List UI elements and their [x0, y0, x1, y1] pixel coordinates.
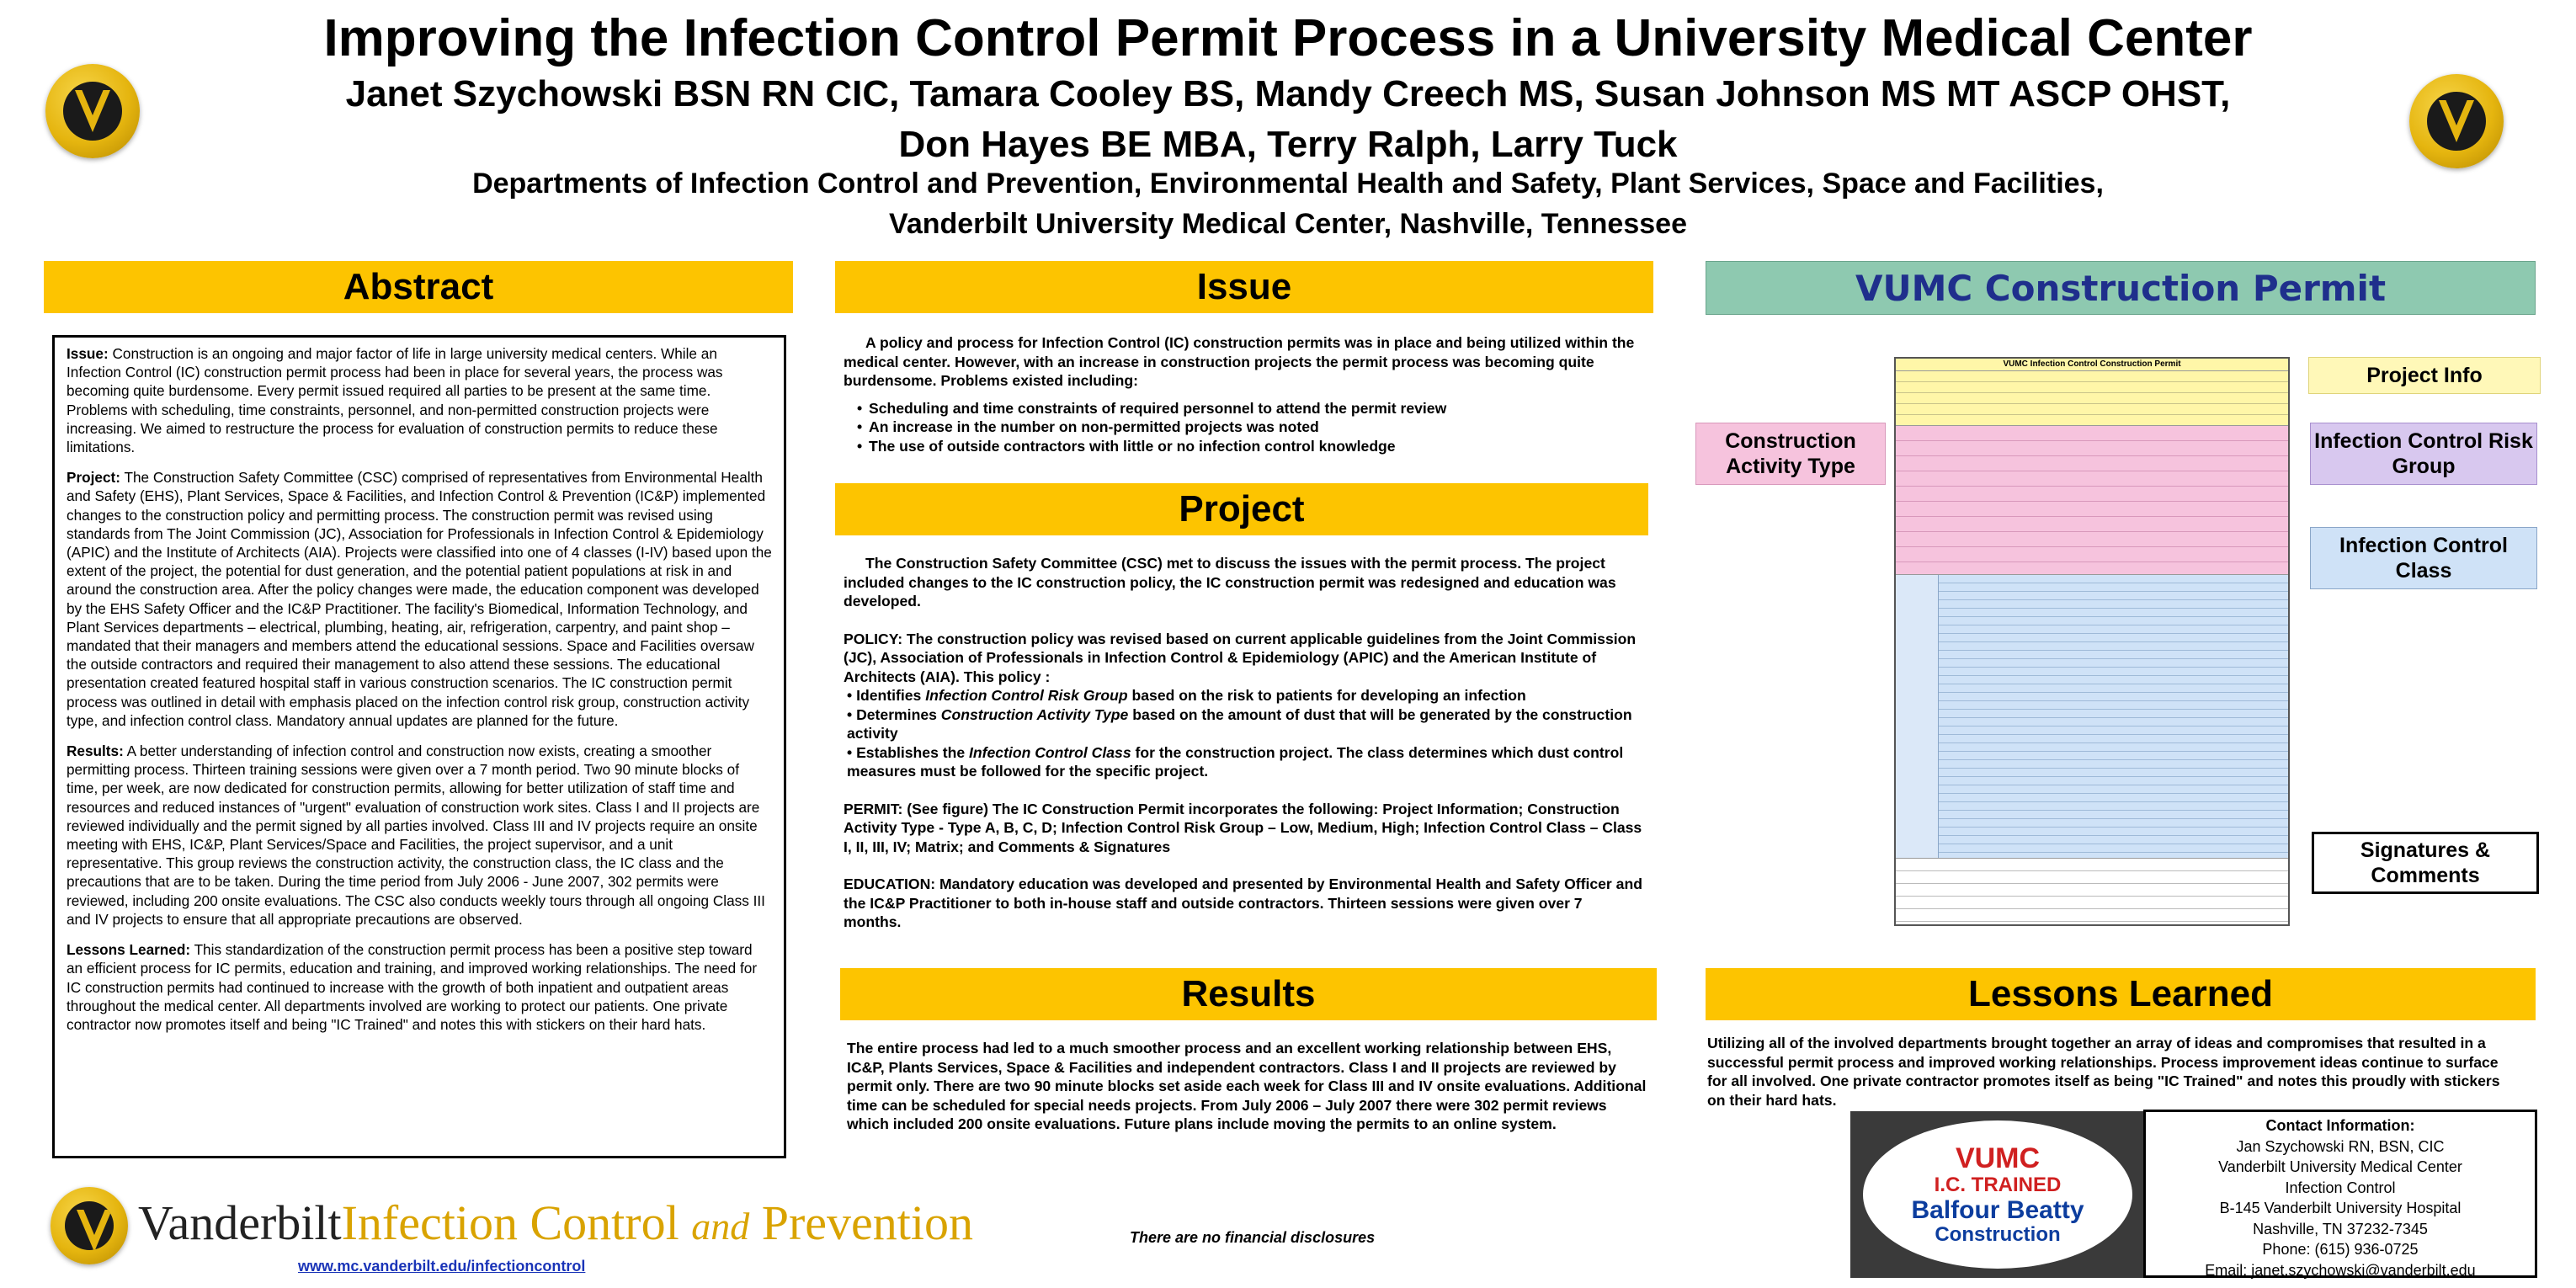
authors [0, 69, 2576, 170]
sticker-line-3: Balfour Beatty [1911, 1196, 2084, 1224]
abstract-lessons [67, 940, 772, 1034]
contact-line: Infection Control [2285, 1179, 2396, 1196]
abstract-issue-label: Issue: [67, 345, 109, 362]
permit-form-image [1894, 357, 2290, 926]
abstract-results-label: Results: [67, 742, 124, 760]
abstract-results [67, 742, 772, 929]
vanderbilt-logo-footer-icon [51, 1187, 128, 1264]
project-intro: The Construction Safety Committee (CSC) met to discuss the issues with the permit process. The project included changes to the IC construction policy, the IC construction permit was redesigned and education was developed. [844, 555, 1616, 609]
permit-form-title: VUMC Infection Control Construction Permit [1896, 359, 2288, 371]
contact-line: Phone: (615) 936-0725 [2262, 1241, 2419, 1258]
departments [0, 163, 2576, 244]
project-heading: Project [835, 483, 1648, 535]
permit-heading: VUMC Construction Permit [1706, 261, 2536, 315]
risk-group-term: Infection Control Risk Group [925, 687, 1128, 704]
issue-intro: A policy and process for Infection Control (IC) construction permits was in place and being utilized within the medical center. However, with an increase in construction projects the permit process was becoming quite burdensome. Problems existed including: [844, 334, 1635, 389]
ic-trained-sticker-photo [1850, 1111, 2145, 1278]
abstract-project [67, 468, 772, 730]
issue-bullet: • Scheduling and time constraints of required personnel to attend the permit review [857, 399, 1643, 418]
contact-line: B-145 Vanderbilt University Hospital [2219, 1200, 2462, 1216]
ic-class-term: Infection Control Class [969, 743, 1131, 761]
wordmark-vanderbilt: Vanderbilt [138, 1195, 342, 1250]
lessons-heading: Lessons Learned [1706, 968, 2536, 1020]
permit-form-activity-risk [1896, 426, 2288, 575]
sticker-line-1: VUMC [1955, 1142, 2041, 1174]
permit-form-signatures [1896, 859, 2288, 926]
financial-disclosure: There are no financial disclosures [1130, 1229, 1376, 1246]
issue-bullet: • An increase in the number on non-permitted projects was noted [857, 418, 1643, 437]
project-policy-bullet: • Establishes the Infection Control Class for the construction project. The class determines which dust control measures must be followed for the specific project. [847, 743, 1624, 780]
label-project-info: Project Info [2308, 357, 2541, 394]
results-heading: Results [840, 968, 1657, 1020]
website-link[interactable]: www.mc.vanderbilt.edu/infectioncontrol [298, 1258, 586, 1275]
issue-heading: Issue [835, 261, 1653, 313]
abstract-project-text: The Construction Safety Committee (CSC) comprised of representatives from Environmental Health and Safety (EHS), Plant Services, Space & Facilities, and Infection Control & Prevention (IC&P) implemented changes to the construction policy and permitting process. The construction permit was revised using standards from The Joint Commission (JC), Association for Professionals in Infection Control & Epidemiology (APIC) and the Institute of Architects (AIA). Projects were classified into one of 4 classes (I-IV) based upon the extent of the project, the potential for dust generation, and the potential patient populations at risk in and around the construction area. After the policy changes were made, the education component was developed by the EHS Safety Officer and the IC&P Practitioner. The facility's Biomedical, Information Technology, and Plant Services departments – electrical, plumbing, heating, air, refrigeration, carpentry, and paint shop – mandated that their managers and members attend the educational sessions. Space and Facilities oversaw the outside contractors and required their management to also attend these sessions. The educational presentation created featured hospital staff in various construction scenarios. The IC construction permit process was outlined in detail with emphasis placed on the infection control risk group, construction activity type, and infection control class. Mandatory annual updates are planned for the future. [67, 469, 772, 729]
abstract-issue-text: Construction is an ongoing and major factor of life in large university medical centers. While an Infection Control (IC) construction permit process had been in place for several years, the process was becoming quite burdensome. Every permit issued required all parties to be present at the same time. Problems with scheduling, time constraints, personnel, and non-permitted construction projects were increasing. We aimed to restructure the process for evaluation of construction permits to reduce these limitations. [67, 345, 723, 456]
results-text: The entire process had led to a much smoother process and an excellent working relationship between EHS, IC&P, Plants Services, Space & Facilities and independent contractors. Class I and II projects are reviewed by permit only. There are two 90 minute blocks set aside each week for Class III and IV onsite evaluations. Additional time can be scheduled for special needs projects. From July 2006 – July 2007 there were 302 permit reviews which included 200 onsite evaluations. Future plans include moving the permits to an online system. [847, 1040, 1647, 1132]
permit-form-project-info [1896, 371, 2288, 426]
activity-type-term: Construction Activity Type [940, 705, 1129, 723]
sticker-line-2: I.C. TRAINED [1934, 1174, 2062, 1196]
issue-section [844, 333, 1643, 455]
abstract-box [52, 335, 786, 1158]
label-construction-activity-type: Construction Activity Type [1695, 423, 1886, 485]
departments-line-2: Vanderbilt University Medical Center, Nashville, Tennessee [889, 208, 1687, 240]
issue-bullet: • The use of outside contractors with little or no infection control knowledge [857, 437, 1643, 456]
abstract-issue [67, 344, 772, 456]
contact-line: Nashville, TN 37232-7345 [2253, 1220, 2428, 1237]
wordmark-prevention: Prevention [761, 1195, 973, 1250]
wordmark-infection-control: Infection Control [341, 1195, 679, 1250]
vanderbilt-icp-wordmark [138, 1197, 973, 1253]
ic-trained-sticker [1863, 1120, 2132, 1269]
contact-line: Vanderbilt University Medical Center [2218, 1158, 2462, 1175]
label-ic-class: Infection Control Class [2310, 527, 2537, 589]
abstract-lessons-text: This standardization of the construction permit process has been a positive step toward an efficient process for IC permits, education and training, and improved working relationships. The need for IC construction permits had continued to increase with the growth of both inpatient and outpatient areas throughout the medical center. All departments involved are working to protect our patients. One private contractor now promotes itself and being "IC Trained" and notes this with stickers on their hard hats. [67, 941, 758, 1033]
vanderbilt-logo-right-icon [2409, 74, 2504, 168]
authors-line-1: Janet Szychowski BSN RN CIC, Tamara Cooley BS, Mandy Creech MS, Susan Johnson MS MT ASCP OHST, [345, 73, 2231, 114]
abstract-results-text: A better understanding of infection control and construction now exists, creating a smoother permitting process. Thirteen training sessions were given over a 7 month period. Two 90 minute blocks of time, per week, are now dedicated for construction permits, allowing for better utilization of staff time and resources and reduced instances of "urgent" evaluation of construction work sites. Class I and II projects are reviewed individually and the permit signed by all parties involved. Class III and IV projects require an onsite meeting with EHS, IC&P, Plant Services/Space and Facilities, the project supervisor, and a unit representative. This group reviews the construction activity, the construction class, the IC class and the precautions that are to be taken. During the time period from July 2006 - June 2007, 302 permits were reviewed, including 200 onsite evaluations. The CSC also conducts weekly tours through all ongoing Class III and IV projects to ensure that all appropriate precautions are observed. [67, 742, 765, 928]
contact-email: Email: janet.szychowski@vanderbilt.edu [2205, 1261, 2476, 1279]
contact-line: Jan Szychowski RN, BSN, CIC [2236, 1137, 2445, 1155]
sticker-line-4: Construction [1935, 1223, 2061, 1246]
contact-box [2143, 1110, 2537, 1278]
poster-title: Improving the Infection Control Permit Process in a University Medical Center [323, 9, 2253, 67]
project-policy-bullet: • Identifies Infection Control Risk Group based on the risk to patients for developing an infection [847, 687, 1526, 704]
wordmark-and: and [691, 1205, 750, 1248]
vanderbilt-logo-left-icon [45, 64, 140, 158]
label-signatures-comments: Signatures & Comments [2312, 832, 2539, 894]
project-policy-bullet: • Determines Construction Activity Type based on the amount of dust that will be generated by the construction activity [847, 705, 1632, 742]
contact-heading: Contact Information: [2265, 1117, 2415, 1134]
project-permit: PERMIT: (See figure) The IC Construction Permit incorporates the following: Project Information; Construction Activity Type - Type A, B, C, D; Infection Control Risk Group – Low, Medium, High; Infection Control Class – Class I, II, III, IV; Matrix; and Comments & Signatures [844, 800, 1642, 855]
label-risk-group: Infection Control Risk Group [2310, 423, 2537, 485]
abstract-lessons-label: Lessons Learned: [67, 941, 191, 959]
issue-list [844, 399, 1643, 456]
abstract-heading: Abstract [44, 261, 793, 313]
project-policy: POLICY: The construction policy was revised based on current applicable guidelines from the Joint Commission (JC), Association of Professionals in Infection Control & Epidemiology (APIC) and the American Institute of Architects (AIA). This policy : [844, 630, 1637, 685]
abstract-project-label: Project: [67, 469, 120, 487]
project-section [844, 554, 1643, 940]
lessons-text: Utilizing all of the involved departments brought together an array of ideas and compromises that resulted in a successful permit process and improved working relationships. Process improvement ideas continue to surface for all involved. One private contractor promotes itself as being "IC Trained" and notes this proudly with stickers on their hard hats. [1707, 1035, 2500, 1109]
authors-line-2: Don Hayes BE MBA, Terry Ralph, Larry Tuck [898, 124, 1678, 165]
departments-line-1: Departments of Infection Control and Prevention, Environmental Health and Safety, Plant Services, Space and Facilities, [472, 168, 2104, 200]
permit-form-class-matrix [1896, 575, 2288, 859]
project-education: EDUCATION: Mandatory education was developed and presented by Environmental Health and Safety Officer and the IC&P Practitioner to both in-house staff and outside contractors. Thirteen sessions were given over 7 months. [844, 876, 1642, 930]
